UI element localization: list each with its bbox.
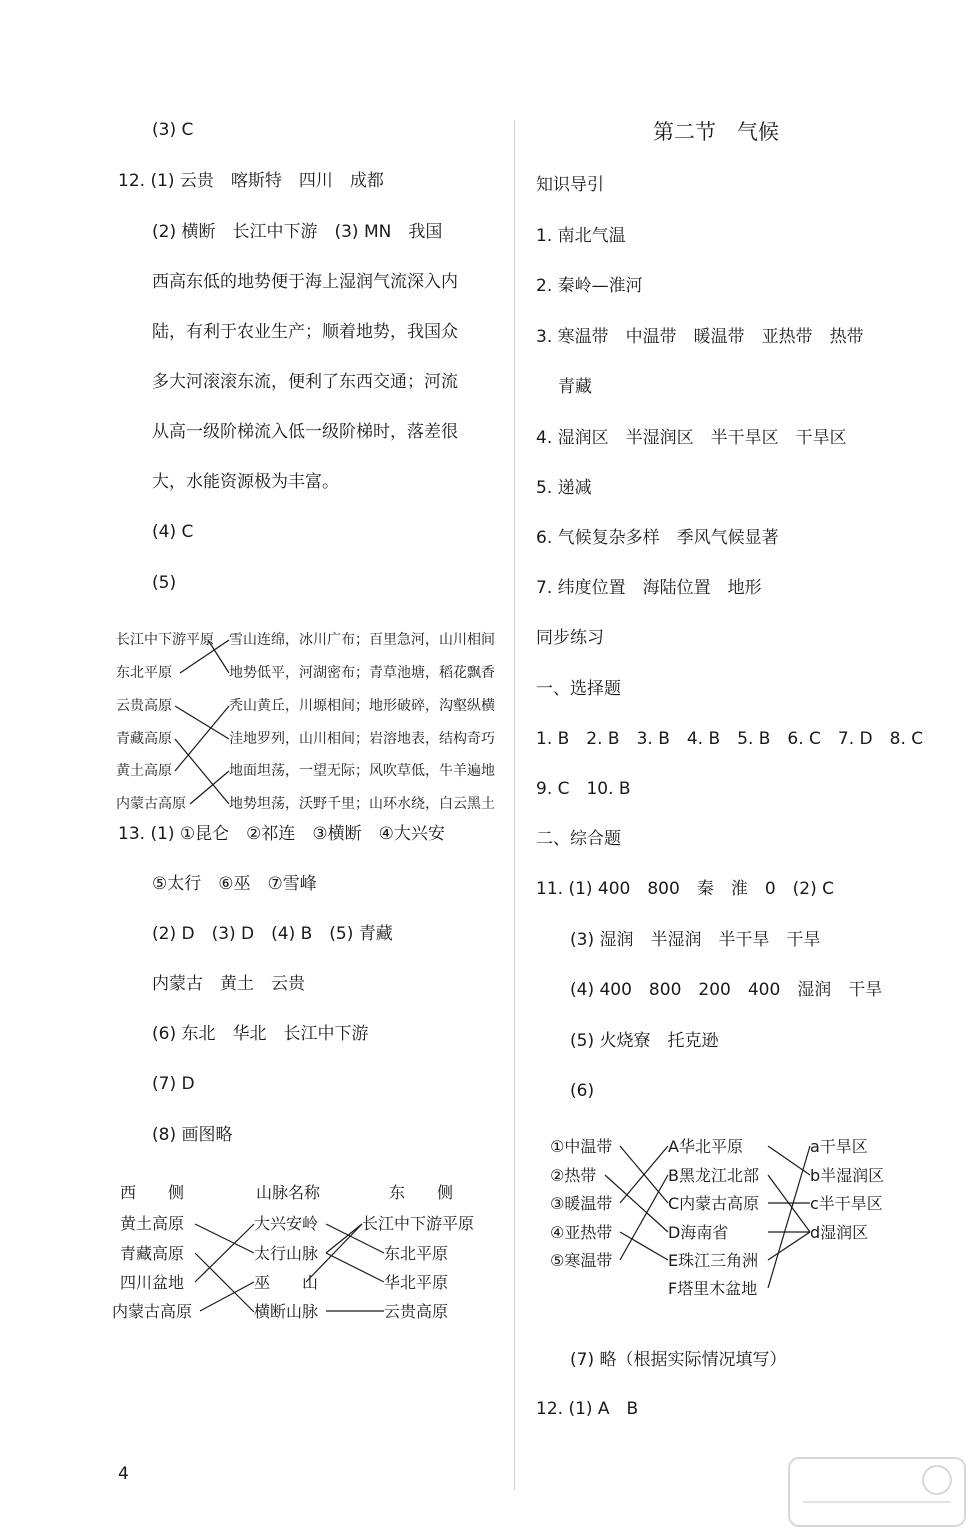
page-number: 4 <box>118 1464 129 1484</box>
place-name: C内蒙古高原 <box>668 1194 760 1213</box>
mountain-name: 大兴安岭 <box>254 1214 319 1233</box>
connector-line <box>620 1175 668 1260</box>
connector-line <box>195 1253 254 1312</box>
answer-line: 西高东低的地势便于海上湿润气流深入内 <box>152 272 458 292</box>
west-region: 青藏高原 <box>120 1244 185 1263</box>
connector-line <box>768 1146 810 1175</box>
feature-description: 地势低平，河湖密布；青草池塘，稻花飘香 <box>229 665 495 681</box>
place-name: F塔里木盆地 <box>668 1279 758 1298</box>
east-region: 东北平原 <box>384 1244 449 1263</box>
connector-line <box>175 706 229 771</box>
humidity-area: c半干旱区 <box>810 1194 883 1213</box>
west-region: 黄土高原 <box>120 1214 185 1233</box>
connector-line <box>190 771 229 804</box>
east-region: 华北平原 <box>384 1273 449 1292</box>
connector-line <box>768 1146 810 1288</box>
climate-zone: ①中温带 <box>550 1137 613 1156</box>
connector-line <box>208 640 229 673</box>
answer-line: (5) 火烧寮 托克逊 <box>570 1031 719 1051</box>
answer-line: (3) C <box>152 120 194 140</box>
connector-line <box>326 1253 384 1282</box>
answer-line: (3) 湿润 半湿润 半干旱 干旱 <box>570 930 821 950</box>
column-heading-mountain: 山脉名称 <box>256 1183 321 1202</box>
column-heading-east: 东 侧 <box>389 1183 454 1202</box>
connector-line <box>180 640 229 673</box>
connector-line <box>620 1232 668 1260</box>
answer-line: (6) 东北 华北 长江中下游 <box>152 1024 369 1044</box>
answer-line: (2) 横断 长江中下游 (3) MN 我国 <box>152 222 443 242</box>
humidity-area: d湿润区 <box>810 1223 869 1242</box>
landform-label: 内蒙古高原 <box>116 796 186 812</box>
subsection-heading: 一、选择题 <box>536 679 621 699</box>
answer-line: 9. C 10. B <box>536 779 631 799</box>
humidity-area: b半湿润区 <box>810 1166 885 1185</box>
answer-line: 1. B 2. B 3. B 4. B 5. B 6. C 7. D 8. C <box>536 729 924 749</box>
feature-description: 地势坦荡，沃野千里；山环水绕，白云黑土 <box>229 796 495 812</box>
answer-line: 12. (1) 云贵 喀斯特 四川 成都 <box>118 171 384 191</box>
answer-line: (5) <box>152 573 177 593</box>
place-name: A华北平原 <box>668 1137 743 1156</box>
connector-line <box>326 1224 384 1253</box>
feature-description: 雪山连绵，冰川广布；百里急河，山川相间 <box>229 632 495 648</box>
connector-line <box>175 706 229 739</box>
landform-label: 黄土高原 <box>116 763 172 779</box>
connector-line <box>326 1224 362 1253</box>
climate-zone: ⑤寒温带 <box>550 1251 613 1270</box>
feature-description: 地面坦荡，一望无际；风吹草低，牛羊遍地 <box>229 763 495 779</box>
answer-line: 11. (1) 400 800 秦 淮 0 (2) C <box>536 879 834 899</box>
east-region: 长江中下游平原 <box>362 1214 475 1233</box>
answer-line: 大，水能资源极为丰富。 <box>152 472 339 492</box>
place-name: D海南省 <box>668 1223 729 1242</box>
answer-line: (4) 400 800 200 400 湿润 干旱 <box>570 980 883 1000</box>
answer-line: 12. (1) A B <box>536 1399 639 1419</box>
connector-line <box>306 1224 362 1282</box>
section-title: 第二节 气候 <box>653 120 779 144</box>
subsection-heading: 二、综合题 <box>536 829 621 849</box>
mountain-name: 巫 山 <box>254 1273 319 1292</box>
place-name: E珠江三角洲 <box>668 1251 759 1270</box>
answer-line: 多大河滚滚东流，便利了东西交通；河流 <box>152 372 458 392</box>
subsection-heading: 同步练习 <box>536 628 604 648</box>
answer-line: 2. 秦岭—淮河 <box>536 276 643 296</box>
west-region: 内蒙古高原 <box>112 1302 193 1321</box>
feature-description: 秃山黄丘，川塬相间；地形破碎，沟壑纵横 <box>229 698 495 714</box>
answer-line: ⑤太行 ⑥巫 ⑦雪峰 <box>152 874 317 894</box>
answer-line: 内蒙古 黄土 云贵 <box>152 974 305 994</box>
answer-line: (2) D (3) D (4) B (5) 青藏 <box>152 924 393 944</box>
connector-line <box>768 1232 810 1260</box>
answer-line: 陆，有利于农业生产；顺着地势，我国众 <box>152 322 458 342</box>
connector-line <box>195 1224 254 1282</box>
feature-description: 洼地罗列，山川相间；岩溶地表，结构奇巧 <box>229 731 495 747</box>
watermark-logo <box>787 1456 967 1528</box>
answer-line: 从高一级阶梯流入低一级阶梯时，落差很 <box>152 422 458 442</box>
answer-line: (7) D <box>152 1074 195 1094</box>
place-name: B黑龙江北部 <box>668 1166 759 1185</box>
humidity-area: a干旱区 <box>810 1137 868 1156</box>
mountain-name: 太行山脉 <box>254 1244 319 1263</box>
landform-label: 青藏高原 <box>116 731 172 747</box>
landform-label: 云贵高原 <box>116 698 172 714</box>
answer-line: 青藏 <box>558 377 592 397</box>
column-heading-west: 西 侧 <box>120 1183 185 1202</box>
climate-zone: ③暖温带 <box>550 1194 613 1213</box>
answer-line: (4) C <box>152 522 194 542</box>
answer-line: 4. 湿润区 半湿润区 半干旱区 干旱区 <box>536 428 847 448</box>
answer-line: (8) 画图略 <box>152 1125 233 1145</box>
connector-line <box>195 1224 254 1253</box>
answer-line: 6. 气候复杂多样 季风气候显著 <box>536 528 779 548</box>
east-region: 云贵高原 <box>384 1302 449 1321</box>
answer-line: 13. (1) ①昆仑 ②祁连 ③横断 ④大兴安 <box>118 824 445 844</box>
subsection-heading: 知识导引 <box>536 175 604 195</box>
landform-label: 东北平原 <box>116 665 172 681</box>
mountain-name: 横断山脉 <box>254 1302 319 1321</box>
climate-zone: ②热带 <box>550 1166 597 1185</box>
answer-line: 7. 纬度位置 海陆位置 地形 <box>536 578 762 598</box>
connector-line <box>200 1282 254 1311</box>
answer-line: (7) 略（根据实际情况填写） <box>570 1350 787 1370</box>
landform-label: 长江中下游平原 <box>116 632 214 648</box>
answer-line: (6) <box>570 1081 595 1101</box>
answer-line: 3. 寒温带 中温带 暖温带 亚热带 热带 <box>536 327 864 347</box>
answer-line: 5. 递减 <box>536 478 592 498</box>
answer-line: 1. 南北气温 <box>536 226 626 246</box>
climate-zone: ④亚热带 <box>550 1223 613 1242</box>
west-region: 四川盆地 <box>120 1273 185 1292</box>
